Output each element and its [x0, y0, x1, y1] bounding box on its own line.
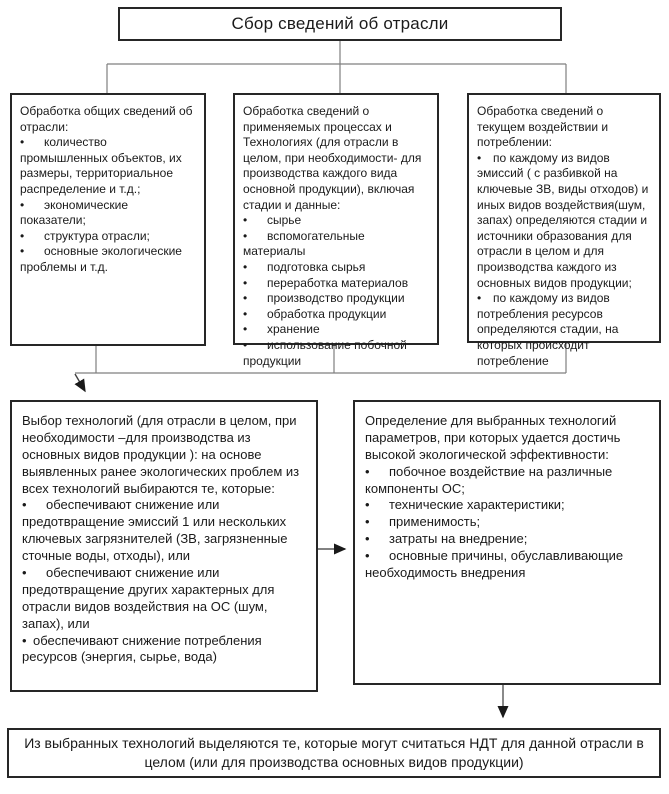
- bullet-marker: •: [243, 275, 248, 290]
- list-item-text: обеспечивают снижение или предотвращение других характерных для отрасли видов воздействия на ОС (шум, запах), или: [22, 565, 275, 631]
- box-parameters-determination: [353, 400, 661, 685]
- list-item: [20, 229, 197, 245]
- list-item: [365, 531, 650, 548]
- list-item: [243, 338, 430, 369]
- bullet-marker: •: [477, 150, 482, 165]
- bullet-list: [365, 464, 650, 582]
- list-item: [365, 464, 650, 498]
- list-item-text: применимость;: [389, 514, 481, 530]
- bullet-list: [22, 497, 307, 666]
- list-item-text: производство продукции: [267, 291, 405, 306]
- bullet-marker: •: [22, 497, 27, 513]
- final-conclusion-text: Из выбранных технологий выделяются те, которые могут считаться НДТ для данной отрасли в целом (или для производства основных видов продукции): [24, 735, 644, 770]
- bullet-marker: •: [20, 228, 25, 243]
- bullet-marker: •: [22, 565, 27, 581]
- title-box: [118, 7, 562, 41]
- list-item: [243, 260, 430, 276]
- list-item-text: количество промышленных объектов, их размеры, территориальное распределение и т.д.;: [20, 135, 182, 196]
- list-item: [20, 198, 197, 229]
- bullet-marker: •: [243, 228, 248, 243]
- list-item-text: экономические показатели;: [20, 197, 128, 228]
- box-intro: Обработка общих сведений об отрасли:: [20, 104, 193, 134]
- list-item: [477, 151, 652, 291]
- list-item: [22, 497, 307, 565]
- list-item: [365, 497, 650, 514]
- list-item-text: вспомогательные материалы: [243, 228, 365, 259]
- list-item-text: по каждому из видов потребления ресурсов определяются стадии, на которых происходит потребление: [477, 291, 619, 368]
- diagram-title: Сбор сведений об отрасли: [231, 14, 449, 33]
- bullet-list: [243, 213, 430, 369]
- bullet-marker: •: [20, 244, 25, 259]
- list-item: [365, 514, 650, 531]
- list-item-text: обработка продукции: [267, 306, 387, 321]
- box-processes-technologies: [233, 93, 439, 368]
- arrow-to-selection-icon: [75, 374, 85, 391]
- bullet-marker: •: [20, 135, 25, 150]
- list-item-text: структура отрасли;: [44, 228, 150, 243]
- bullet-marker: •: [365, 514, 370, 530]
- list-item: [22, 633, 307, 667]
- list-item: [22, 565, 307, 633]
- bullet-marker: •: [365, 531, 370, 547]
- bullet-marker: •: [477, 291, 482, 306]
- bullet-marker: •: [243, 322, 248, 337]
- bullet-list: [477, 151, 652, 369]
- box-intro: Обработка сведений о текущем воздействии и потреблении:: [477, 104, 609, 150]
- list-item-text: обеспечивают снижение или предотвращение эмиссий 1 или нескольких ключевых загрязнителей (ЗВ, загрязненные сточные воды, отходы), или: [22, 497, 288, 564]
- list-item-text: переработка материалов: [267, 275, 409, 290]
- list-item: [243, 322, 430, 338]
- box-general-info: [10, 93, 206, 346]
- list-item: [20, 244, 197, 275]
- list-item: [243, 291, 430, 307]
- list-item-text: основные экологические проблемы и т.д.: [20, 244, 182, 274]
- list-item-text: технические характеристики;: [389, 497, 565, 513]
- bullet-marker: •: [365, 497, 370, 513]
- box-intro: Определение для выбранных технологий параметров, при которых удается достичь высокой экологической эффективности:: [365, 413, 621, 462]
- list-item-text: по каждому из видов эмиссий ( с разбивкой на ключевые ЗВ, виды отходов) и иных видов воздействия(шум, запах) определяются стадии и источники образования для отрасли в целом и для производства каждого из основных видов продукции;: [477, 150, 649, 290]
- list-item-text: использование побочной продукции: [243, 337, 407, 368]
- bullet-marker: •: [365, 463, 370, 479]
- list-item-text: подготовка сырья: [267, 259, 366, 274]
- box-current-impact: [467, 93, 661, 368]
- list-item: [243, 229, 430, 260]
- list-item: [477, 291, 652, 369]
- bullet-marker: •: [243, 337, 248, 352]
- bullet-marker: •: [243, 213, 248, 228]
- list-item-text: обеспечивают снижение потребления ресурсов (энергия, сырье, вода): [22, 632, 262, 665]
- list-item-text: побочное воздействие на различные компоненты ОС;: [365, 463, 613, 496]
- list-item: [20, 135, 197, 197]
- box-intro: Обработка сведений о применяемых процессах и Технологиях (для отрасли в целом, при необходимости- для производства каждого вида основной продукции), включая стадии и данные:: [243, 104, 422, 212]
- list-item-text: основные причины, обуславливающие необходимость внедрения: [365, 548, 624, 581]
- list-item-text: сырье: [267, 213, 302, 228]
- bullet-marker: •: [243, 306, 248, 321]
- bullet-marker: •: [243, 259, 248, 274]
- bullet-marker: •: [365, 548, 370, 564]
- list-item: [243, 307, 430, 323]
- list-item-text: затраты на внедрение;: [389, 531, 528, 547]
- bullet-marker: •: [20, 197, 25, 212]
- list-item: [243, 213, 430, 229]
- box-final-conclusion: [7, 728, 661, 778]
- bullet-marker: •: [243, 291, 248, 306]
- bullet-marker: •: [22, 632, 27, 648]
- box-technology-selection: [10, 400, 318, 692]
- list-item: [243, 276, 430, 292]
- list-item: [365, 548, 650, 582]
- bullet-list: [20, 135, 197, 275]
- box-intro: Выбор технологий (для отрасли в целом, при необходимости –для производства из основных видов продукции ): на основе выявленных ранее экологических проблем из всех технологий выбираются те, которые:: [22, 413, 300, 496]
- list-item-text: хранение: [267, 322, 320, 337]
